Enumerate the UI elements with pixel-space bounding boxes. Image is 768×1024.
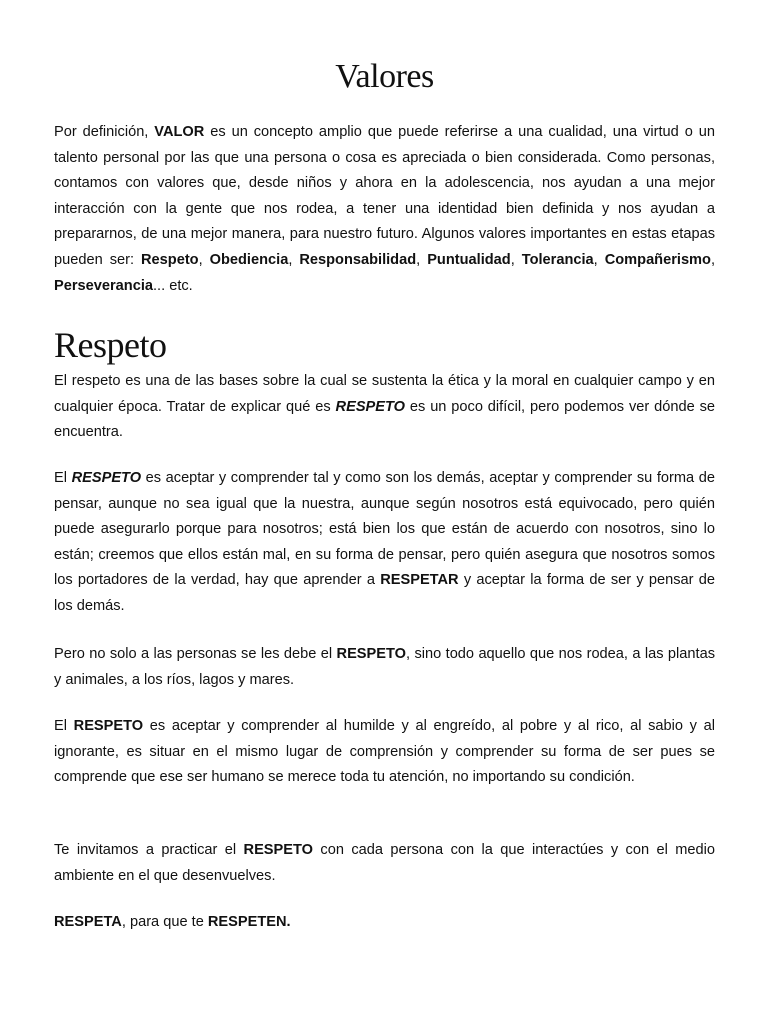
intro-text-end: ... etc. bbox=[153, 277, 193, 294]
document-title: Valores bbox=[335, 58, 434, 95]
intro-bold-obediencia: Obediencia bbox=[209, 251, 289, 268]
p2-bold-respetar: RESPETAR bbox=[380, 572, 459, 589]
p5-bold-respeto: RESPETO bbox=[243, 842, 314, 858]
p3-text-2: , sino todo aquello que nos rodea, a las plantas y animales, a los ríos, lagos y mares. bbox=[54, 646, 715, 688]
section-heading: Respeto bbox=[54, 325, 167, 365]
intro-bold-perseverancia: Perseverancia bbox=[54, 277, 153, 294]
intro-bold-responsabilidad: Responsabilidad bbox=[299, 251, 417, 268]
respeto-paragraph-3 bbox=[54, 642, 715, 693]
intro-sep-1: , bbox=[198, 251, 210, 268]
p1-bold-italic-respeto: RESPETO bbox=[335, 398, 406, 415]
intro-text-2: es un concepto amplio que puede referirse a una cualidad, una virtud o un talento personal por las que una persona o cosa es apreciada o bien considerada. Como personas, contamos con valores que, desde niños y ahora en la adolescencia, nos ayudan a una mejor interacción con la gente que nos rodea, a tener una identidad bien definida y nos ayudan a prepararnos, de una mejor manera, para nuestro futuro. Algunos valores importantes en estas etapas pueden ser: bbox=[54, 124, 715, 268]
p4-text-2: es aceptar y comprender al humilde y al engreído, al pobre y al rico, al sabio y al ignorante, es situar en el mismo lugar de comprensión y comprender su forma de ser pues se comprende que ese ser humano se merece toda tu atención, no importando su condición. bbox=[54, 718, 716, 786]
intro-bold-companerismo: Compañerismo bbox=[604, 251, 711, 268]
p6-bold-respeta: RESPETA bbox=[54, 914, 122, 930]
p5-text-1: Te invitamos a practicar el bbox=[54, 842, 244, 858]
respeto-paragraph-5 bbox=[54, 838, 715, 889]
p6-bold-respeten: RESPETEN. bbox=[207, 914, 291, 930]
closing-line bbox=[54, 910, 715, 936]
p4-text-1: El bbox=[54, 718, 74, 734]
p2-bold-italic-respeto: RESPETO bbox=[71, 470, 142, 486]
p2-text-3: y aceptar la forma de ser y pensar de los demás. bbox=[54, 572, 715, 614]
intro-bold-valor: VALOR bbox=[154, 124, 205, 140]
intro-paragraph bbox=[54, 120, 715, 299]
respeto-paragraph-4 bbox=[54, 714, 715, 791]
intro-sep-2: , bbox=[288, 251, 300, 268]
respeto-paragraph-2 bbox=[54, 466, 715, 620]
p3-bold-respeto: RESPETO bbox=[336, 646, 407, 662]
intro-text-1: Por definición, bbox=[54, 124, 155, 140]
p1-text-2: es un poco difícil, pero podemos ver dónde se encuentra. bbox=[54, 398, 715, 441]
intro-sep-5: , bbox=[593, 251, 605, 268]
intro-bold-tolerancia: Tolerancia bbox=[521, 251, 594, 268]
p3-text-1: Pero no solo a las personas se les debe el bbox=[54, 646, 337, 662]
p1-text-1: El respeto es una de las bases sobre la cual se sustenta la ética y la moral en cualquier campo y en cualquier época. Tratar de explicar qué es bbox=[54, 373, 715, 415]
p2-text-1: El bbox=[54, 470, 72, 486]
p2-text-2: es aceptar y comprender tal y como son los demás, aceptar y comprender su forma de pensar, aunque no sea igual que la nuestra, aunque según nosotros está equivocado, pero quién puede asegurarlo porque para nosotros; está bien los que están de acuerdo con nosotros, sino lo están; creemos que ellos están mal, en su forma de pensar, pero quién asegura que nosotros somos los portadores de la verdad, hay que aprender a bbox=[54, 470, 716, 589]
p6-text-1: , para que te bbox=[121, 914, 208, 930]
intro-bold-puntualidad: Puntualidad bbox=[427, 251, 511, 268]
respeto-paragraph-1 bbox=[54, 369, 715, 446]
intro-sep-4: , bbox=[510, 251, 522, 268]
intro-sep-6: , bbox=[710, 251, 716, 268]
intro-sep-3: , bbox=[416, 251, 428, 268]
intro-bold-respeto: Respeto bbox=[141, 251, 199, 268]
p5-text-2: con cada persona con la que interactúes y con el medio ambiente en el que desenvuelves. bbox=[54, 842, 715, 884]
p4-bold-respeto: RESPETO bbox=[73, 718, 144, 734]
